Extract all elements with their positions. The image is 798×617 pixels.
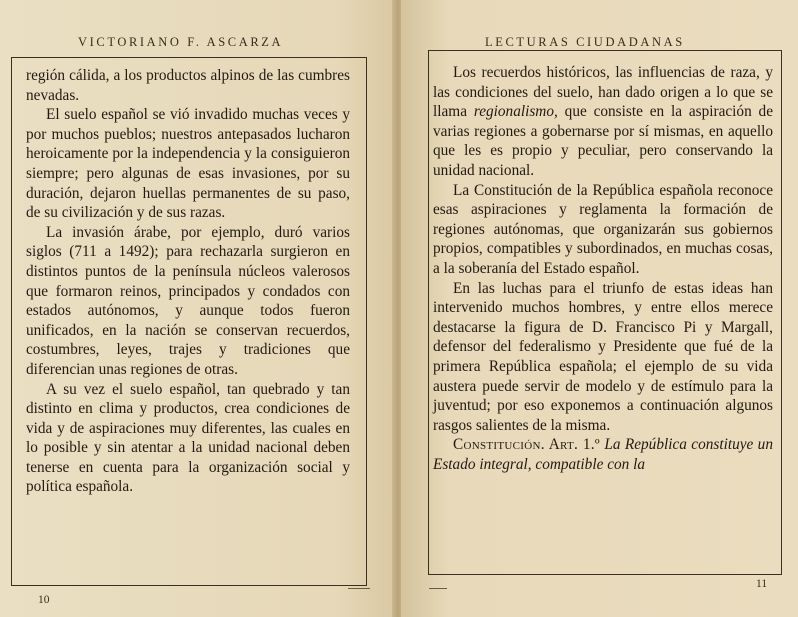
left-paragraph-2: El suelo español se vió invadido muchas veces y por muchos pueblos; nuestros antepasados lucharon heroicamente por la independencia y la consiguieron siempre; pero algunas de esas invasiones, por su duración, dejaron huellas permanentes de su paso, de su civilización y de sus razas. [26,106,350,222]
right-paragraph-1-text-a: Los recuerdos históricos, las influencias de raza, y las condiciones del suelo, han dado origen a lo que se llama [433,64,773,121]
constitution-article-ref: Constitución. Art. 1.º [453,436,600,454]
right-paragraph-2: La Constitución de la República española reconoce esas aspiraciones y reglamenta la formación de regiones autónomas, que organizarán sus gobiernos propios, compatibles y subordinados, en muchas cosas, a la soberanía del Estado español. [433,181,773,277]
right-page-number: 11 [756,578,768,590]
left-page [0,0,396,617]
right-page [401,0,798,617]
constitution-article-text: La República constituye un Estado integral, compatible con la [433,436,773,473]
right-paragraph-3: En las luchas para el triunfo de estas ideas han intervenido muchos hombres, y entre ellos merece destacarse la figura de D. Francisco Pi y Margall, defensor del federalismo y Presidente que fué de la primera República española; el ejemplo de su vida austera puede servir de modelo y de estímulo para la juventud; por eso exponemos a continuación algunos rasgos salientes de la misma. [433,279,773,434]
right-running-head: LECTURAS CIUDADANAS [485,35,685,49]
left-body-text [26,66,350,497]
regionalismo-term: regionalismo, [473,103,558,121]
left-page-number: 10 [38,594,50,606]
right-bottom-dash-left [429,588,447,589]
left-paragraph-1: región cálida, a los productos alpinos de las cumbres nevadas. [26,67,350,104]
right-paragraph-1 [433,63,773,181]
left-bottom-dash [348,588,370,589]
left-paragraph-4: A su vez el suelo español, tan quebrado y tan distinto en clima y productos, crea condiciones de vida y de aspiraciones muy diferentes, las cuales en lo posible y sin atentar a la unidad nacional deben tenerse en cuenta para la organización social y política española. [26,380,350,496]
left-paragraph-3: La invasión árabe, por ejemplo, duró varios siglos (711 a 1492); para rechazarla surgieron en distintos puntos de la península núcleos valerosos que formaron reinos, principados y condados con estados autónomos, y aunque todos fueron unificados, en la nación se conservan recuerdos, costumbres, leyes, trajes y tradiciones que diferencian unas regiones de otras. [26,223,350,378]
right-body-text [433,63,773,474]
left-running-head: VICTORIANO F. ASCARZA [78,35,284,49]
right-paragraph-4 [433,435,773,474]
right-paragraph-1-text-b: que consiste en la aspiración de varias regiones a gobernarse por sí mismas, en aquello que les es propio y peculiar, pero conservando la unidad nacional. [433,103,773,179]
